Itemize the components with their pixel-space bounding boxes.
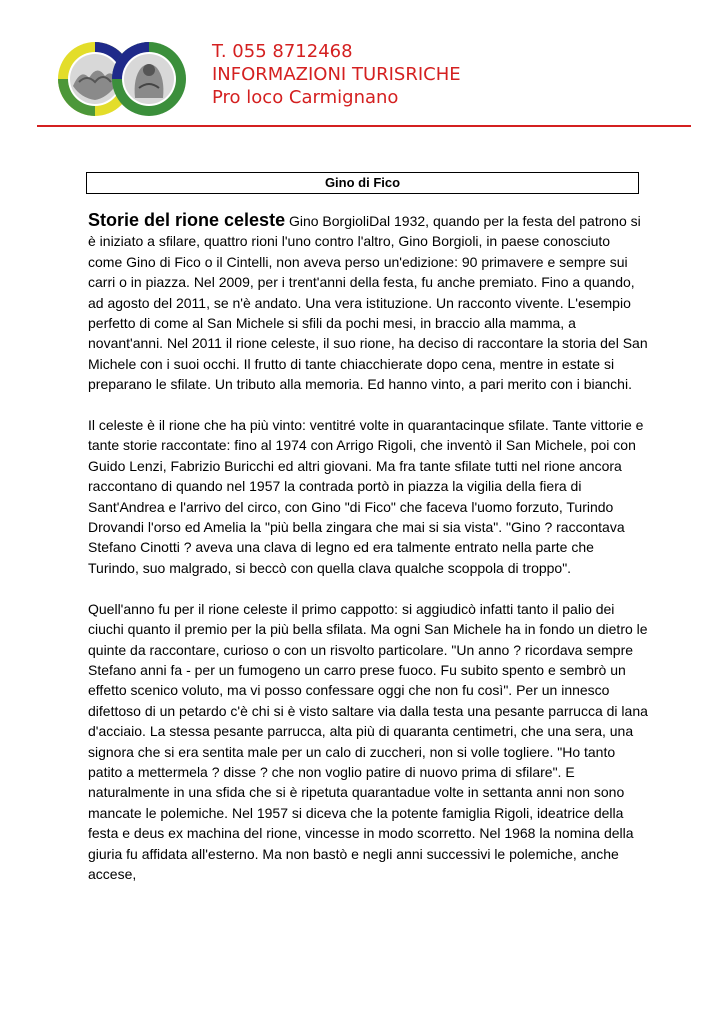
header-phone: T. 055 8712468 bbox=[212, 41, 353, 62]
article-body bbox=[88, 210, 648, 905]
header-divider bbox=[37, 125, 691, 127]
article-heading: Storie del rione celeste bbox=[88, 210, 286, 230]
header-contact bbox=[212, 40, 461, 109]
header-info: INFORMAZIONI TURISRICHE bbox=[212, 64, 461, 85]
paragraph-lead bbox=[88, 210, 648, 395]
lead-text: Gino BorgioliDal 1932, quando per la festa del patrono si è iniziato a sfilare, quattro rioni l'uno contro l'altro, Gino Borgioli, in paese conosciuto come Gino di Fico o il Cintelli, non aveva perso un'edizione: 90 primavere e sempre sui carri o in piazza. Nel 2009, per i trent'anni della festa, fu anche premiato. Fino a quando, ad agosto del 2011, se n'è andato. Una vera istituzione. Un racconto vivente. L'esempio perfetto di come al San Michele si sfili da pochi mesi, in braccio alla mamma, a novant'anni. Nel 2011 il rione celeste, il suo rione, ha deciso di raccontare la storia del San Michele con i suoi occhi. Il frutto di tante chiacchierate dopo cena, mentre in estate si preparano le sfilate. Un tributo alla memoria. Ed hanno vinto, a pari merito con i bianchi. bbox=[88, 213, 648, 393]
paragraph-3: Quell'anno fu per il rione celeste il primo cappotto: si aggiudicò infatti tanto il palio dei ciuchi quanto il premio per la più bella sfilata. Ma ogni San Michele ha in fondo un dietro le quinte da raccontare, curioso o con un risvolto particolare. "Un anno ? ricordava sempre Stefano anni fa - per un fumogeno un carro prese fuoco. Fu subito spento e sembrò un effetto scenico voluto, ma vi posso confessare oggi che non fu così". Per un innesco difettoso di un petardo c'è chi si è visto saltare via dalla testa una pesante parrucca di lana d'acciaio. La stessa pesante parrucca, alta più di quaranta centimetri, che una sera, una signora che si era sentita male per un calo di zuccheri, non si volle togliere. "Ho tanto patito a mettermela ? disse ? che non voglio patire di nuovo prima di sfilare". E naturalmente in una sfida che si è ripetuta quarantadue volte in settanta anni non sono mancate le polemiche. Nel 1957 si diceva che la potente famiglia Rigoli, ideatrice della festa e deus ex machina del rione, vincesse in modo scorretto. Nel 1968 la nomina della giuria fu affidata all'esterno. Ma non bastò e negli anni successivi le polemiche, anche accese, bbox=[88, 600, 648, 882]
pro-loco-logo bbox=[57, 38, 187, 120]
document-title: Gino di Fico bbox=[86, 172, 639, 194]
paragraph-2: Il celeste è il rione che ha più vinto: ventitré volte in quarantacinque sfilate. Tante vittorie e tante storie raccontate: fino al 1974 con Arrigo Rigoli, che inventò il San Michele, poi con Guido Lenzi, Fabrizio Buricchi ed altri giovani. Ma fra tante sfilate tutti nel rione ancora raccontano di quando nel 1957 la contrada portò in piazza la vigilia della fiera di Sant'Andrea e l'arrivo del circo, con Gino "di Fico" che faceva l'uomo forzuto, Turindo Drovandi l'orso ed Amelia la "più bella zingara che mai si sia vista". "Gino ? raccontava Stefano Cinotti ? aveva una clava di legno ed era talmente entrato nella parte che Turindo, suo malgrado, si beccò con quella clava qualche scoppola di troppo". bbox=[88, 417, 644, 576]
header-org: Pro loco Carmignano bbox=[212, 87, 399, 108]
